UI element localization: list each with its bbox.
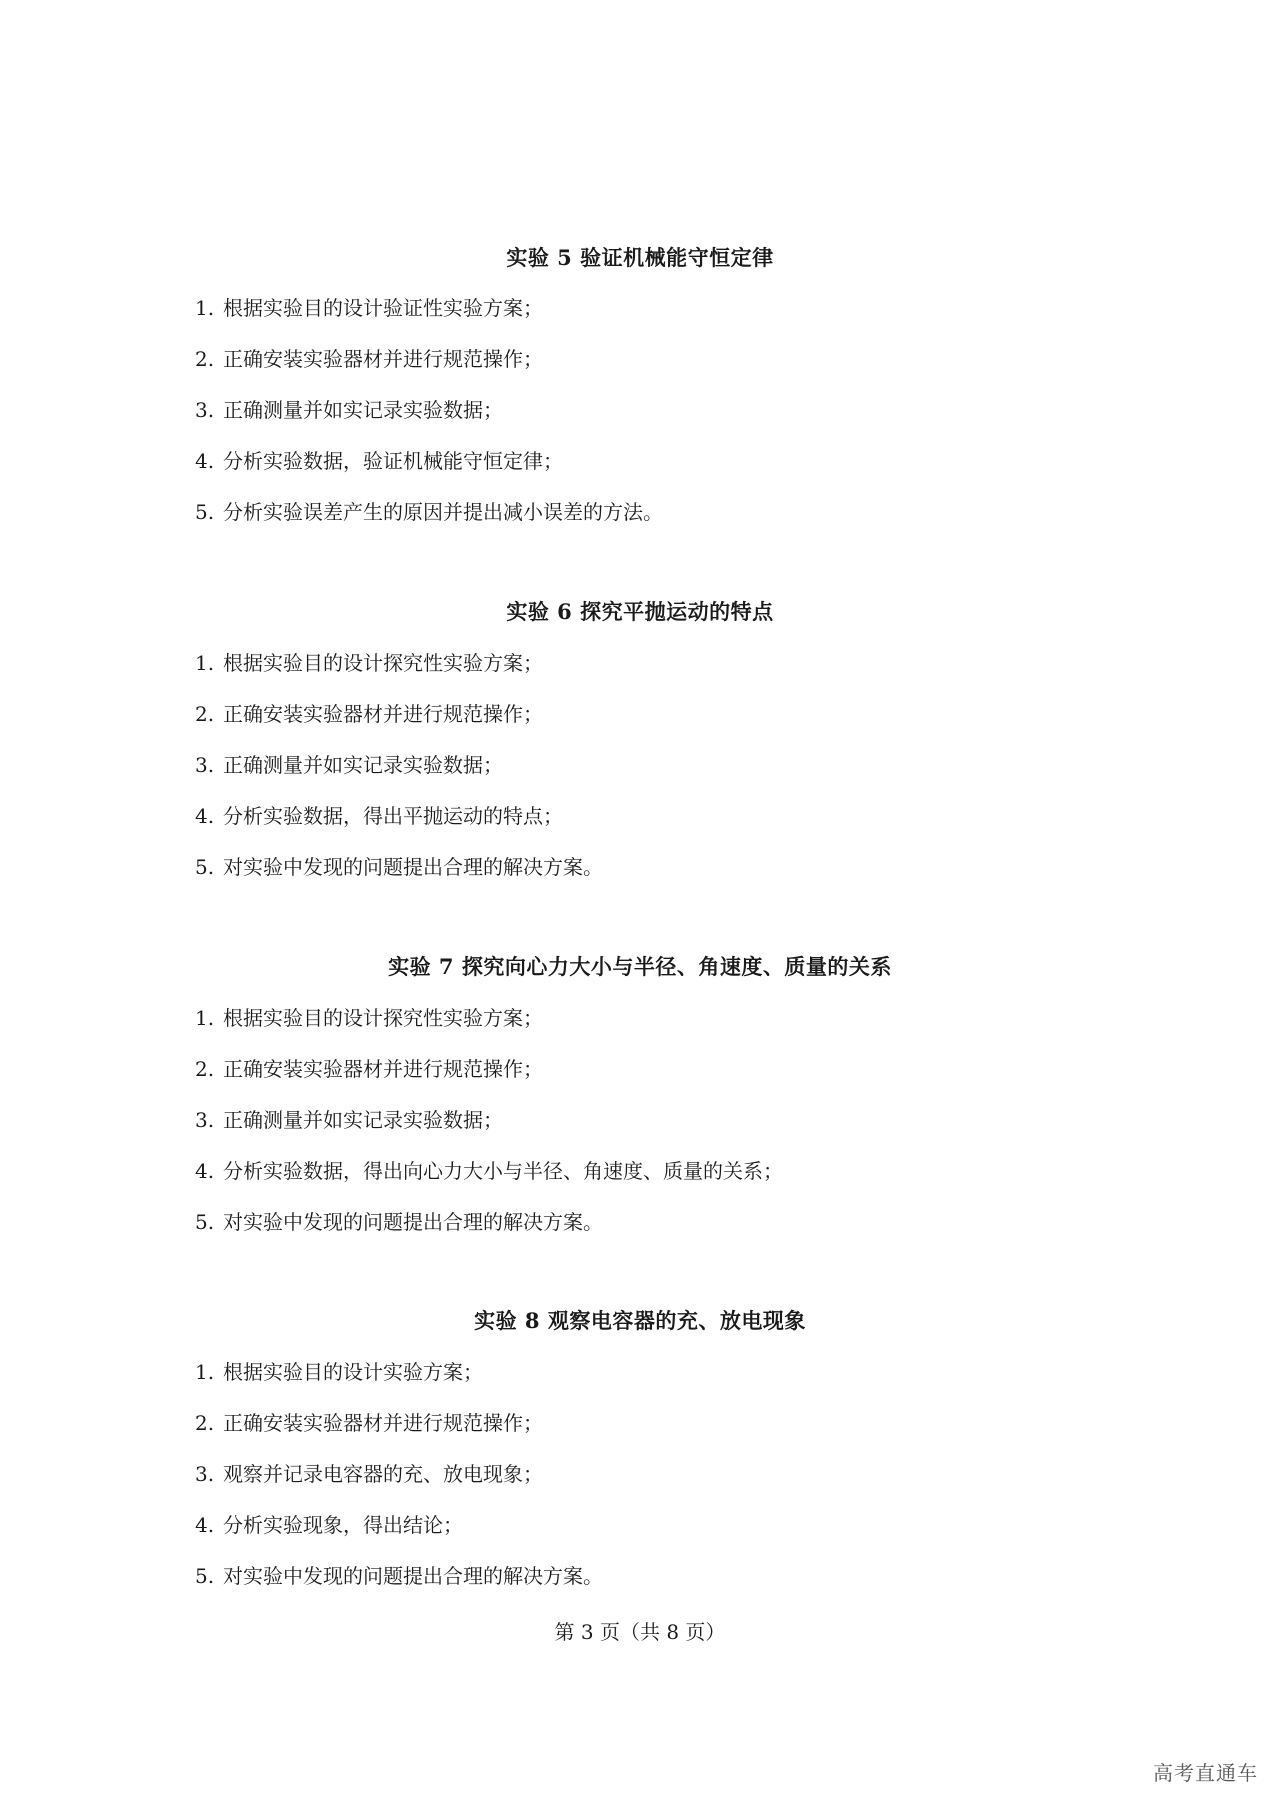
list-item [195, 802, 563, 830]
item-number: 2. [195, 1411, 215, 1435]
item-number: 2. [195, 702, 215, 726]
item-number: 1. [195, 651, 215, 675]
item-number: 2. [195, 1057, 215, 1081]
item-number: 4. [195, 804, 215, 828]
list-item [195, 1106, 503, 1134]
item-number: 3. [195, 398, 215, 422]
list-item [195, 1004, 543, 1032]
section-experiment-8 [0, 1306, 1280, 1336]
item-number: 1. [195, 1006, 215, 1030]
list-item [195, 1562, 603, 1590]
item-number: 3. [195, 1462, 215, 1486]
section-title: 实验 8 观察电容器的充、放电现象 [474, 1308, 806, 1333]
list-item [195, 1358, 483, 1386]
item-text: 分析实验数据，得出平抛运动的特点； [223, 804, 563, 828]
section-title: 实验 7 探究向心力大小与半径、角速度、质量的关系 [388, 954, 892, 979]
list-item [195, 498, 663, 526]
item-number: 3. [195, 753, 215, 777]
list-item [195, 1157, 783, 1185]
item-text: 分析实验数据，验证机械能守恒定律； [223, 449, 563, 473]
item-text: 根据实验目的设计实验方案； [223, 1360, 483, 1384]
item-number: 2. [195, 347, 215, 371]
item-text: 正确安装实验器材并进行规范操作； [223, 1411, 543, 1435]
item-text: 根据实验目的设计探究性实验方案； [223, 651, 543, 675]
watermark-logo: 高考直通车 [1153, 1761, 1258, 1785]
list-item [195, 345, 543, 373]
list-item [195, 1055, 543, 1083]
list-item [195, 1460, 543, 1488]
item-number: 5. [195, 1564, 215, 1588]
section-title: 实验 6 探究平抛运动的特点 [506, 599, 774, 624]
item-text: 分析实验误差产生的原因并提出减小误差的方法。 [223, 500, 663, 524]
item-text: 正确安装实验器材并进行规范操作； [223, 347, 543, 371]
list-item [195, 1208, 603, 1236]
item-number: 4. [195, 1159, 215, 1183]
item-number: 3. [195, 1108, 215, 1132]
item-text: 正确安装实验器材并进行规范操作； [223, 1057, 543, 1081]
item-number: 5. [195, 1210, 215, 1234]
item-number: 5. [195, 500, 215, 524]
item-text: 对实验中发现的问题提出合理的解决方案。 [223, 855, 603, 879]
item-text: 分析实验现象，得出结论； [223, 1513, 463, 1537]
list-item [195, 294, 543, 322]
item-text: 正确安装实验器材并进行规范操作； [223, 702, 543, 726]
item-text: 观察并记录电容器的充、放电现象； [223, 1462, 543, 1486]
list-item [195, 700, 543, 728]
list-item [195, 396, 503, 424]
list-item [195, 853, 603, 881]
section-experiment-5 [0, 243, 1280, 273]
list-item [195, 1511, 463, 1539]
item-text: 对实验中发现的问题提出合理的解决方案。 [223, 1210, 603, 1234]
list-item [195, 447, 563, 475]
item-text: 对实验中发现的问题提出合理的解决方案。 [223, 1564, 603, 1588]
section-experiment-7 [0, 952, 1280, 982]
item-number: 4. [195, 449, 215, 473]
item-text: 分析实验数据，得出向心力大小与半径、角速度、质量的关系； [223, 1159, 783, 1183]
item-text: 根据实验目的设计验证性实验方案； [223, 296, 543, 320]
page-number: 第 3 页（共 8 页） [554, 1620, 726, 1644]
list-item [195, 751, 503, 779]
section-title: 实验 5 验证机械能守恒定律 [506, 245, 774, 270]
section-experiment-6 [0, 597, 1280, 627]
item-text: 正确测量并如实记录实验数据； [223, 1108, 503, 1132]
list-item [195, 649, 543, 677]
list-item [195, 1409, 543, 1437]
item-number: 4. [195, 1513, 215, 1537]
item-text: 正确测量并如实记录实验数据； [223, 753, 503, 777]
item-text: 根据实验目的设计探究性实验方案； [223, 1006, 543, 1030]
item-number: 1. [195, 296, 215, 320]
item-number: 5. [195, 855, 215, 879]
item-number: 1. [195, 1360, 215, 1384]
item-text: 正确测量并如实记录实验数据； [223, 398, 503, 422]
